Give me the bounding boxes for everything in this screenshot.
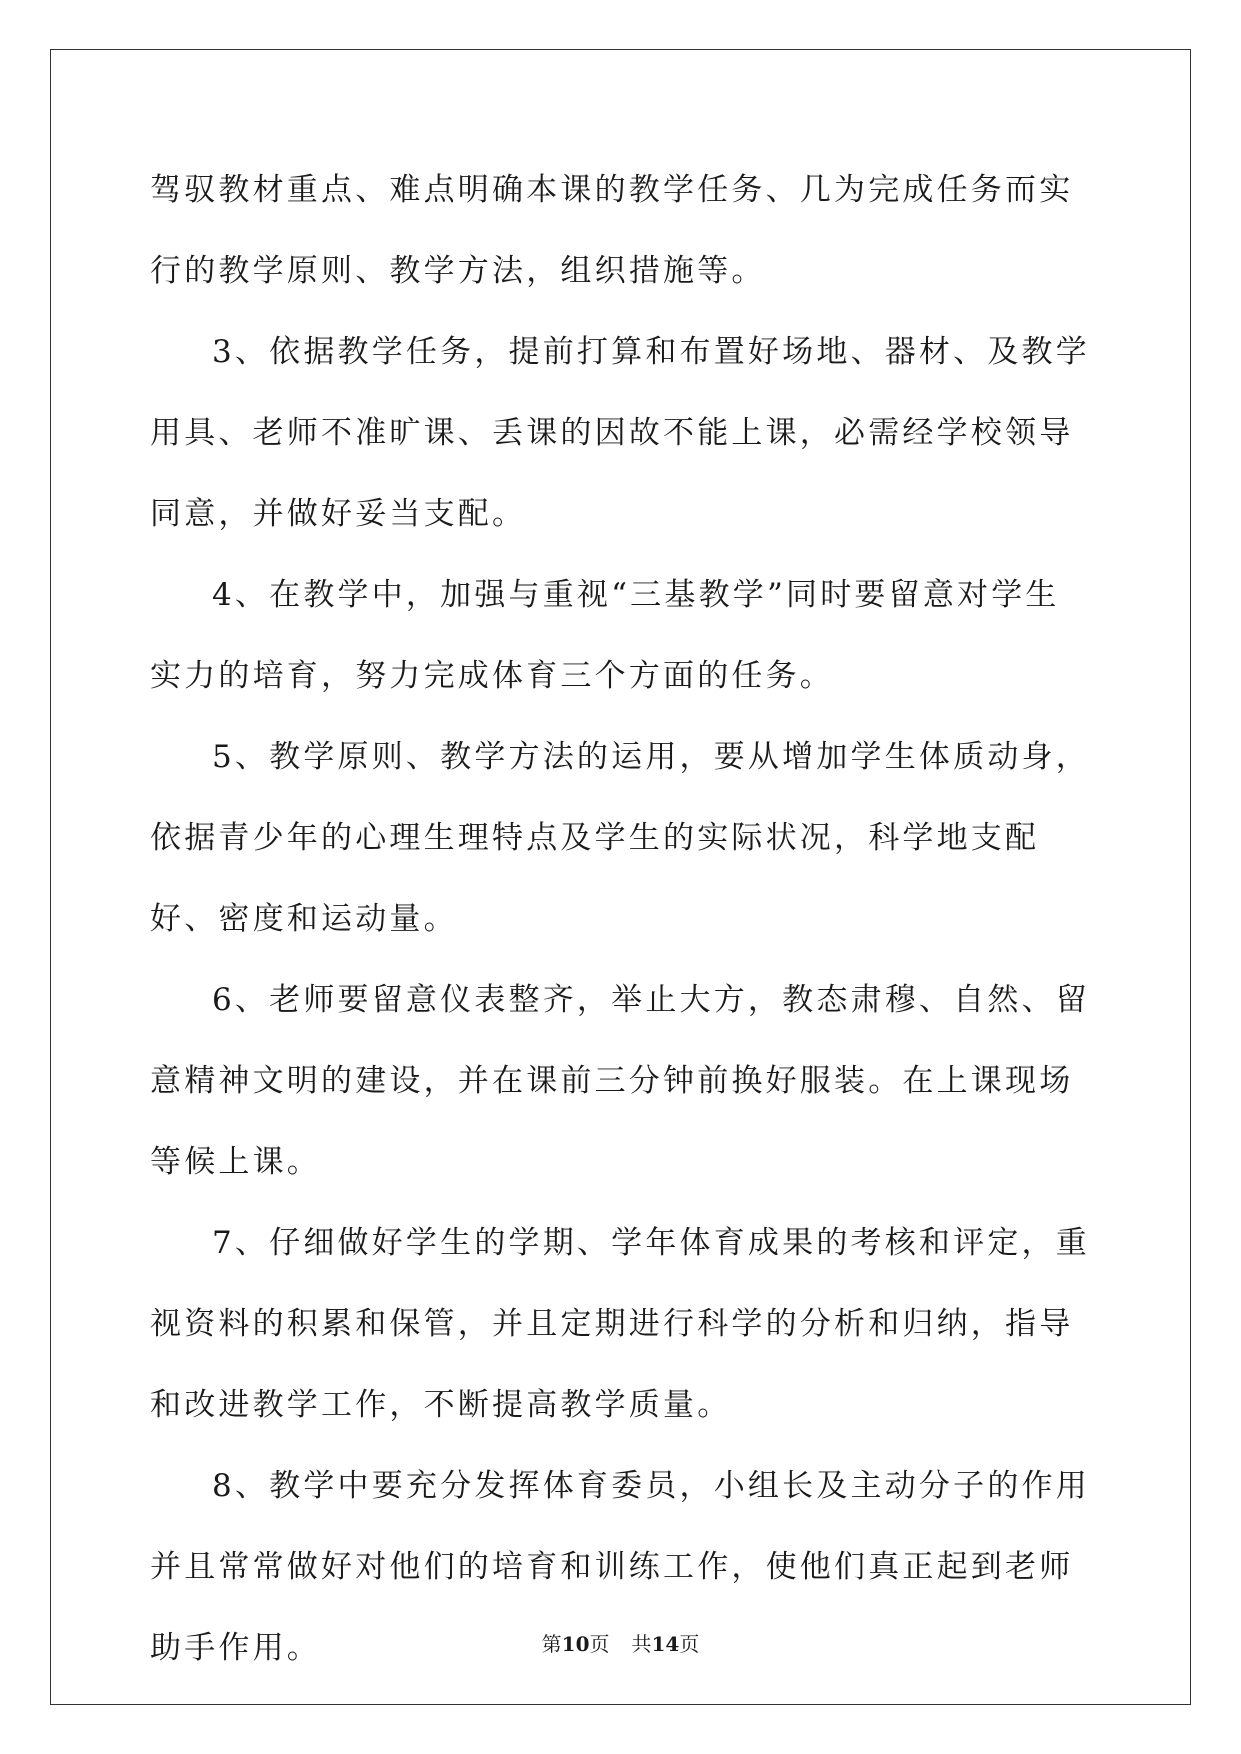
page-prefix: 第	[541, 1632, 562, 1656]
paragraph-item-3: 3、依据教学任务，提前打算和布置好场地、器材、及教学用具、老师不准旷课、丢课的因故不能上课，必需经学校领导同意，并做好妥当支配。	[150, 334, 1090, 532]
total-prefix: 共	[631, 1632, 652, 1656]
page-current-number: 10	[561, 1632, 590, 1656]
total-suffix: 页	[679, 1632, 700, 1656]
paragraph-item-8: 8、教学中要充分发挥体育委员，小组长及主动分子的作用并且常常做好对他们的培育和训练工作，使他们真正起到老师助手作用。	[150, 1468, 1090, 1666]
page-suffix: 页	[589, 1632, 610, 1656]
page-total-number: 14	[651, 1632, 680, 1656]
document-body	[150, 150, 1090, 1689]
paragraph-continuation: 驾驭教材重点、难点明确本课的教学任务、几为完成任务而实行的教学原则、教学方法，组织措施等。	[150, 172, 1074, 289]
paragraph-item-6: 6、老师要留意仪表整齐，举止大方，教态肃穆、自然、留意精神文明的建设，并在课前三分钟前换好服装。在上课现场等候上课。	[150, 982, 1090, 1180]
paragraph-item-4: 4、在教学中，加强与重视“三基教学”同时要留意对学生实力的培育，努力完成体育三个方面的任务。	[150, 577, 1060, 694]
page-footer	[0, 1628, 1241, 1657]
paragraph-item-5: 5、教学原则、教学方法的运用，要从增加学生体质动身，依据青少年的心理生理特点及学生的实际状况，科学地支配好、密度和运动量。	[150, 739, 1090, 937]
paragraph-item-7: 7、仔细做好学生的学期、学年体育成果的考核和评定，重视资料的积累和保管，并且定期进行科学的分析和归纳，指导和改进教学工作，不断提高教学质量。	[150, 1225, 1090, 1423]
